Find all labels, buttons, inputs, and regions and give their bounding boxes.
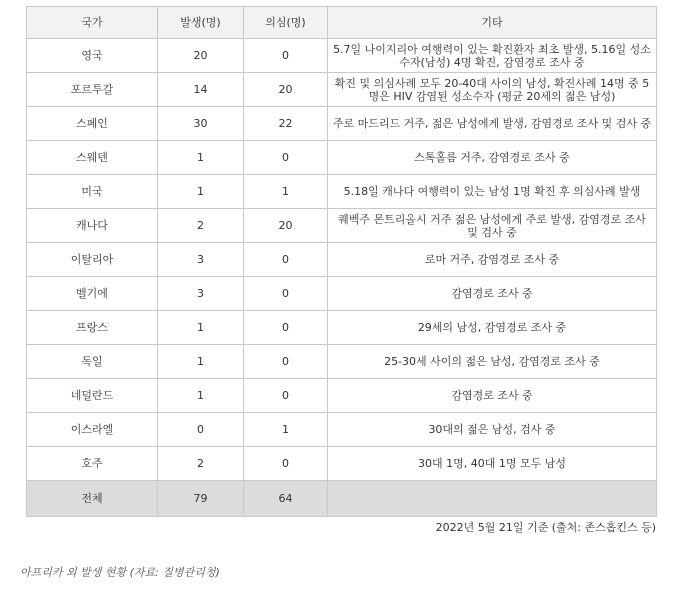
table-row bbox=[27, 413, 657, 447]
cell-confirmed: 1 bbox=[158, 311, 244, 345]
outbreak-table-container bbox=[26, 6, 656, 535]
cell-country: 스페인 bbox=[27, 107, 158, 141]
table-header-row bbox=[27, 7, 657, 39]
cell-suspected: 1 bbox=[244, 175, 328, 209]
cell-country: 네덜란드 bbox=[27, 379, 158, 413]
cell-notes: 30대 1명, 40대 1명 모두 남성 bbox=[328, 447, 657, 481]
header-confirmed: 발생(명) bbox=[158, 7, 244, 39]
cell-notes: 감염경로 조사 중 bbox=[328, 379, 657, 413]
table-row bbox=[27, 379, 657, 413]
total-confirmed: 79 bbox=[158, 481, 244, 517]
cell-suspected: 0 bbox=[244, 243, 328, 277]
cell-country: 프랑스 bbox=[27, 311, 158, 345]
cell-suspected: 22 bbox=[244, 107, 328, 141]
cell-country: 이스라엘 bbox=[27, 413, 158, 447]
header-country: 국가 bbox=[27, 7, 158, 39]
cell-notes: 5.7일 나이지리아 여행력이 있는 확진환자 최초 발생, 5.16일 성소수자(남성) 4명 확진, 감염경로 조사 중 bbox=[328, 39, 657, 73]
table-row bbox=[27, 73, 657, 107]
image-caption: 아프리카 외 발생 현황 (자료: 질병관리청) bbox=[20, 566, 220, 579]
cell-notes: 5.18일 캐나다 여행력이 있는 남성 1명 확진 후 의심사례 발생 bbox=[328, 175, 657, 209]
table-row bbox=[27, 209, 657, 243]
cell-confirmed: 1 bbox=[158, 345, 244, 379]
cell-notes: 확진 및 의심사례 모두 20-40대 사이의 남성, 확진사례 14명 중 5명은 HIV 감염된 성소수자 (평균 20세의 젊은 남성) bbox=[328, 73, 657, 107]
cell-country: 캐나다 bbox=[27, 209, 158, 243]
cell-suspected: 20 bbox=[244, 73, 328, 107]
total-notes bbox=[328, 481, 657, 517]
cell-notes: 주로 마드리드 거주, 젊은 남성에게 발생, 감염경로 조사 및 검사 중 bbox=[328, 107, 657, 141]
cell-confirmed: 30 bbox=[158, 107, 244, 141]
cell-suspected: 0 bbox=[244, 39, 328, 73]
table-row bbox=[27, 175, 657, 209]
table-row bbox=[27, 447, 657, 481]
cell-notes: 29세의 남성, 감염경로 조사 중 bbox=[328, 311, 657, 345]
cell-confirmed: 1 bbox=[158, 379, 244, 413]
table-row bbox=[27, 277, 657, 311]
cell-notes: 스톡홀름 거주, 감염경로 조사 중 bbox=[328, 141, 657, 175]
cell-notes: 감염경로 조사 중 bbox=[328, 277, 657, 311]
cell-confirmed: 2 bbox=[158, 209, 244, 243]
cell-notes: 로마 거주, 감염경로 조사 중 bbox=[328, 243, 657, 277]
header-notes: 기타 bbox=[328, 7, 657, 39]
table-row bbox=[27, 107, 657, 141]
cell-confirmed: 3 bbox=[158, 243, 244, 277]
total-suspected: 64 bbox=[244, 481, 328, 517]
cell-country: 미국 bbox=[27, 175, 158, 209]
cell-country: 벨기에 bbox=[27, 277, 158, 311]
cell-country: 호주 bbox=[27, 447, 158, 481]
cell-suspected: 0 bbox=[244, 379, 328, 413]
cell-suspected: 0 bbox=[244, 141, 328, 175]
cell-notes: 퀘벡주 몬트리올시 거주 젊은 남성에게 주로 발생, 감염경로 조사 및 검사 중 bbox=[328, 209, 657, 243]
cell-suspected: 0 bbox=[244, 345, 328, 379]
cell-confirmed: 1 bbox=[158, 141, 244, 175]
table-row bbox=[27, 345, 657, 379]
cell-country: 포르투갈 bbox=[27, 73, 158, 107]
table-row bbox=[27, 311, 657, 345]
footnote: 2022년 5월 21일 기준 (출처: 존스홉킨스 등) bbox=[435, 521, 656, 534]
header-suspected: 의심(명) bbox=[244, 7, 328, 39]
cell-suspected: 0 bbox=[244, 311, 328, 345]
cell-country: 스웨덴 bbox=[27, 141, 158, 175]
table-row bbox=[27, 141, 657, 175]
cell-confirmed: 20 bbox=[158, 39, 244, 73]
cell-suspected: 20 bbox=[244, 209, 328, 243]
outbreak-table bbox=[26, 6, 657, 517]
cell-suspected: 1 bbox=[244, 413, 328, 447]
cell-confirmed: 14 bbox=[158, 73, 244, 107]
table-row bbox=[27, 39, 657, 73]
cell-country: 이탈리아 bbox=[27, 243, 158, 277]
total-label: 전체 bbox=[27, 481, 158, 517]
table-total-row bbox=[27, 481, 657, 517]
table-body bbox=[27, 39, 657, 481]
cell-country: 영국 bbox=[27, 39, 158, 73]
cell-confirmed: 2 bbox=[158, 447, 244, 481]
cell-confirmed: 3 bbox=[158, 277, 244, 311]
cell-suspected: 0 bbox=[244, 447, 328, 481]
cell-suspected: 0 bbox=[244, 277, 328, 311]
table-row bbox=[27, 243, 657, 277]
cell-notes: 30대의 젊은 남성, 검사 중 bbox=[328, 413, 657, 447]
cell-confirmed: 0 bbox=[158, 413, 244, 447]
cell-country: 독일 bbox=[27, 345, 158, 379]
cell-notes: 25-30세 사이의 젊은 남성, 감염경로 조사 중 bbox=[328, 345, 657, 379]
cell-confirmed: 1 bbox=[158, 175, 244, 209]
